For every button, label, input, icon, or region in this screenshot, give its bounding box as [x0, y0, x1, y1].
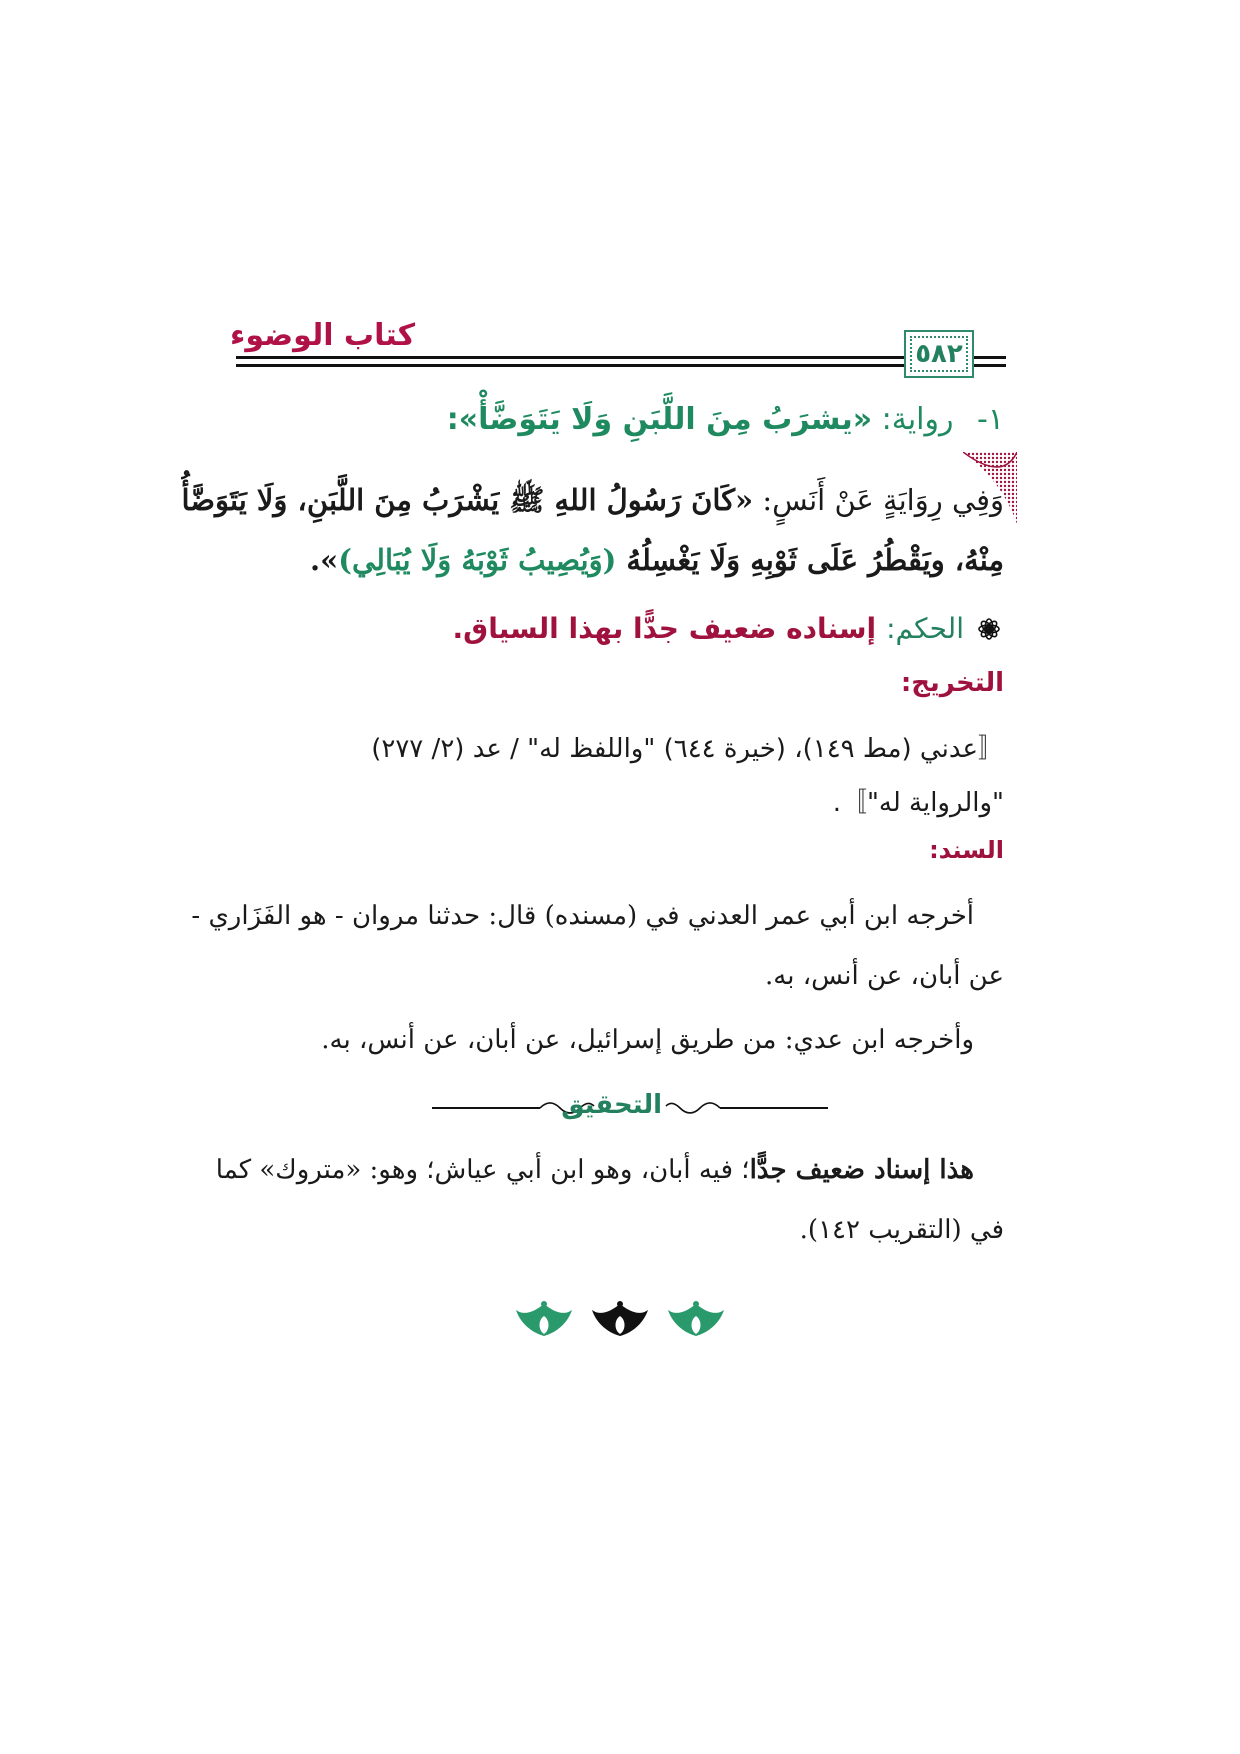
ruling-line	[453, 612, 1004, 645]
sanad-line-2: عن أبان، عن أنس، به.	[765, 961, 1004, 991]
section-number: ١-	[977, 402, 1004, 437]
book-title: كتاب الوضوء	[230, 318, 416, 353]
sanad-heading: السند:	[929, 836, 1004, 864]
hadith-intro: وَفِي رِوَايَةٍ عَنْ أَنَسٍ:	[753, 483, 1004, 517]
hadith-line-2	[244, 530, 1004, 590]
sanad-line-3: وأخرجه ابن عدي: من طريق إسرائيل، عن أبان، عن أنس، به.	[321, 1025, 974, 1055]
ruling-label: الحكم:	[886, 612, 964, 645]
hadith-text-2: مِنْهُ، ويَقْطُرُ عَلَى ثَوْبِهِ وَلَا يَغْسِلُهُ	[616, 543, 1004, 577]
hadith-text-1: «كَانَ رَسُولُ اللهِ ﷺ يَشْرَبُ مِنَ اللَّبَنِ، وَلَا يَتَوَضَّأُ	[181, 483, 754, 517]
page-number-frame	[904, 330, 974, 378]
hadith-paragraph	[181, 470, 1004, 590]
tahqiq-line-2: في (التقريب ١٤٢).	[799, 1215, 1004, 1245]
tahqiq-line-1	[215, 1140, 1004, 1200]
hadith-close: ».	[310, 543, 339, 577]
hadith-variant: (وَيُصِيبُ ثَوْبَهُ وَلَا يُبَالِي)	[338, 543, 617, 577]
takhrij-line-2: "والرواية له"〛.	[832, 788, 1004, 818]
section-quote: «يشرَبُ مِنَ اللَّبَنِ وَلَا يَتَوَضَّأْ»:	[446, 402, 873, 437]
header-rule-upper	[236, 356, 1006, 359]
sanad-line-1: أخرجه ابن أبي عمر العدني في (مسنده) قال: حدثنا مروان - هو الفَزَاري -	[191, 901, 974, 931]
header-rule-lower	[236, 364, 1006, 367]
section-title	[447, 402, 1004, 437]
tahqiq-heading: التحقيق	[561, 1090, 662, 1120]
tahqiq-bold-lead: هذا إسناد ضعيف جدًّا	[749, 1155, 974, 1185]
sanad-body	[191, 886, 1004, 1006]
takhrij-body	[244, 722, 1004, 830]
tahqiq-divider	[430, 1088, 830, 1128]
takhrij-heading: التخريج:	[900, 668, 1004, 698]
hadith-line-1	[181, 470, 1004, 530]
page-number: ٥٨٢	[915, 339, 963, 369]
section-label: رواية:	[881, 402, 954, 437]
floral-ornament-icon	[514, 1298, 726, 1342]
tahqiq-body	[215, 1140, 1004, 1260]
takhrij-line-1: 〚عدني (مط ١٤٩)، (خيرة ٦٤٤) "واللفظ له" / عد (٢/ ٢٧٧)	[371, 734, 1004, 764]
tahqiq-line-1-rest: ؛ فيه أبان، وهو ابن أبي عياش؛ وهو: «متروك» كما	[215, 1155, 750, 1185]
flower-bullet-icon	[974, 614, 1004, 644]
ruling-text: إسناده ضعيف جدًّا بهذا السياق.	[452, 612, 877, 645]
header-rule-right-upper	[980, 356, 1006, 359]
